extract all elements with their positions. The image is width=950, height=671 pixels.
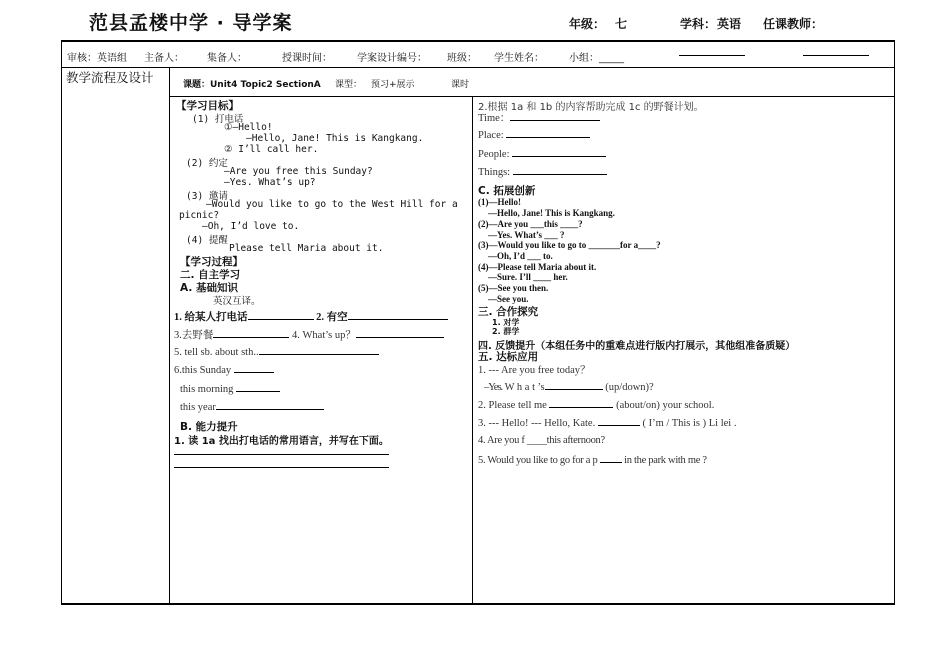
table-bottom-border [61,603,895,605]
goal-line: —Are you free this Sunday? [224,166,373,177]
translate-instruction: 英汉互译。 [213,296,261,307]
goal-line: ①—Hello! [224,122,273,133]
apply-item: 1. --- Are you free today？ [478,365,591,376]
lesson-type-label: 课型： [335,80,363,90]
answer-blank[interactable] [348,310,448,320]
grade-value: 七 [615,17,628,31]
exercise-item [180,400,324,413]
goal-line: —Yes. What’s up? [224,177,316,188]
table-right-border [894,40,895,605]
apply-text: 5. Would you like to go for a p [478,455,598,466]
goal-line: ② I’ll call her. [224,144,319,155]
dialogue-line: (3)—Would you like to go to _______for a____? [478,240,661,250]
apply-item [478,416,736,429]
picnic-plan-instruction: 2.根据 1a 和 1b 的内容帮助完成 1c 的野餐计划。 [478,102,704,113]
writing-line[interactable] [174,454,389,455]
apply-text: ( I’m / This is ) Li lei . [642,418,737,429]
exercise-text: 6.this Sunday [174,365,232,376]
design-no-label: 学案设计编号： [357,53,427,64]
class-label: 班级： [447,53,477,64]
cooperation-item: 1. 对学 [492,318,520,327]
dialogue-line: (1)—Hello! [478,197,521,207]
dialogue-line: (4)—Please tell Maria about it. [478,262,597,272]
goal-item: (2) 约定 [186,158,228,169]
dialogue-line: —Oh, I’d ___ to. [488,251,553,261]
apply-item: 4. Are you f ____this afternoon? [478,435,605,446]
dialogue-line: —Hello, Jane! This is Kangkang. [488,208,615,218]
plan-field-things [478,165,607,178]
info-row-divider [61,67,895,68]
goal-line: —Would you like to go to the West Hill for a [206,199,458,210]
answer-blank[interactable] [216,400,324,410]
answer-blank[interactable] [545,380,603,390]
plan-label: People: [478,149,510,160]
subject-value: 英语 [717,17,742,31]
ability-heading: B. 能力提升 [180,421,238,433]
exercise-text: this morning [180,384,234,395]
student-name-label: 学生姓名： [494,53,544,64]
period-label: 课时 [451,80,470,90]
writing-line[interactable] [174,467,389,468]
exercise-text: 4. What’s up？ [292,330,356,341]
answer-blank[interactable] [513,165,607,175]
goal-item: (4) 提醒 [186,235,228,246]
plan-field-time [478,110,600,125]
apply-text: in the park with me ? [624,455,707,466]
exercise-text: 1. 给某人打电话 [174,312,248,323]
answer-blank[interactable] [510,111,600,121]
blank-line [803,55,869,56]
exercise-item [174,345,379,358]
left-column-divider [169,67,170,604]
class-time-label: 授课时间： [282,53,332,64]
self-study-heading: 二. 自主学习 [180,269,241,281]
subject-label: 学科： [680,17,717,31]
lesson-type-value: 预习+展示 [371,80,415,90]
table-top-border [61,40,895,42]
apply-item [484,380,654,393]
goal-item: (3) 邀请 [186,191,228,202]
answer-blank[interactable] [598,416,640,426]
extension-heading: C. 拓展创新 [478,185,536,197]
apply-text: (up/down)? [602,382,654,393]
answer-blank[interactable] [506,128,590,138]
dialogue-line: —Sure. I’ll ____ her. [488,272,568,282]
answer-blank[interactable] [259,345,379,355]
exercise-text: 2. 有空 [316,312,348,323]
plan-label: Place: [478,130,504,141]
apply-heading: 五. 达标应用 [478,351,539,363]
blank-line [679,55,745,56]
apply-item [478,453,707,466]
answer-blank[interactable] [600,453,622,463]
plan-label: Things: [478,167,511,178]
topic-row-divider [169,96,895,97]
goal-title: 【学习目标】 [176,100,239,112]
apply-item [478,398,714,411]
cooperation-item: 2. 群学 [492,327,520,336]
apply-text: 2. Please tell me [478,400,547,411]
goal-line: —Hello, Jane! This is Kangkang. [246,133,424,144]
group-label: 小组：_____ [569,53,624,64]
answer-blank[interactable] [549,398,613,408]
basic-knowledge-heading: A. 基础知识 [180,282,238,294]
exercise-text: 3.去野餐 [174,330,214,341]
exercise-text: 5. tell sb. about sth.. [174,347,259,358]
answer-blank[interactable] [356,328,444,338]
answer-blank[interactable] [213,328,289,338]
exercise-item [174,309,448,324]
exercise-item [174,327,444,342]
answer-blank[interactable] [234,363,274,373]
feedback-heading: 四. 反馈提升（本组任务中的重难点进行版内打展示，其他组准备质疑） [478,341,796,352]
plan-field-people [478,147,606,160]
goal-item: (1) 打电话 [192,114,244,125]
read-instruction: 1. 读 1a 找出打电话的常用语言，并写在下面。 [174,436,389,447]
goal-line: —Oh, I’d love to. [202,221,300,232]
middle-column-divider [472,96,473,604]
preparers-label: 集备人： [207,53,247,64]
goal-line: picnic? [179,210,220,221]
process-design-title: 教学流程及设计 [66,70,154,85]
table-left-border [61,40,62,605]
topic-label: 课题：Unit4 Topic2 SectionA [183,80,321,90]
page-title: 范县孟楼中学 · 导学案 [89,12,293,34]
dialogue-line: —Yes. What’s ___ ? [488,230,565,240]
process-title: 【学习过程】 [180,256,243,268]
apply-text: –Yes. [484,382,503,393]
answer-blank[interactable] [512,147,606,157]
plan-field-place [478,128,590,141]
host-label: 主备人： [144,53,184,64]
exercise-item [180,382,280,395]
apply-text: (about/on) your school. [616,400,715,411]
dialogue-line: (5)—See you then. [478,283,549,293]
apply-text: 3. --- Hello! --- Hello, Kate. [478,418,596,429]
grade-label: 年级： [569,17,606,31]
teacher-label: 任课教师： [763,17,824,31]
dialogue-line: (2)—Are you ___this ____? [478,219,583,229]
answer-blank[interactable] [248,310,314,320]
plan-label: Time： [478,113,511,124]
answer-blank[interactable] [236,382,280,392]
cooperation-heading: 三. 合作探究 [478,306,539,318]
goal-line: Please tell Maria about it. [229,243,384,254]
reviewer-label: 审核：英语组 [67,53,127,64]
apply-text: W h a t ’s [502,382,545,393]
exercise-text: this year [180,402,216,413]
dialogue-line: —See you. [488,294,529,304]
exercise-item [174,363,274,376]
